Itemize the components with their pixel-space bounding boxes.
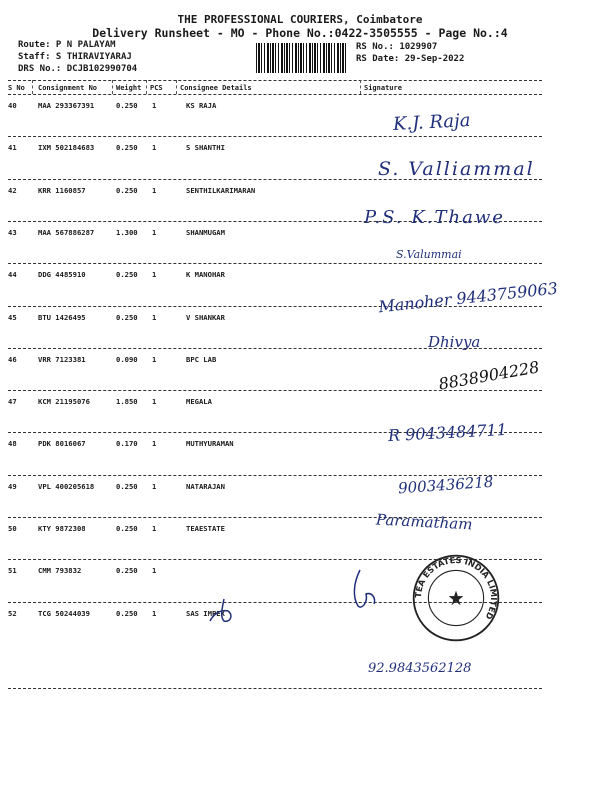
signature-row-43: S.Valummai bbox=[396, 248, 462, 261]
company-stamp bbox=[410, 552, 502, 644]
row-pcs: 1 bbox=[152, 227, 157, 237]
row-pcs: 1 bbox=[152, 608, 157, 618]
row-pcs: 1 bbox=[152, 312, 157, 322]
row-weight: 0.250 bbox=[116, 185, 138, 195]
header-divider-top bbox=[8, 80, 542, 81]
row-sno: 44 bbox=[8, 270, 17, 280]
row-consignment-no: VRR 7123381 bbox=[38, 354, 86, 364]
barcode-image bbox=[256, 43, 348, 73]
row-sno: 46 bbox=[8, 354, 17, 364]
row-pcs: 1 bbox=[152, 397, 157, 407]
row-divider bbox=[8, 136, 542, 137]
row-pcs: 1 bbox=[152, 101, 157, 110]
signature-row-49: Paramatham bbox=[375, 510, 473, 534]
row-consignee: MUTHYURAMAN bbox=[186, 439, 234, 449]
row-weight: 0.250 bbox=[116, 101, 138, 110]
route-label: Route: P N PALAYAM bbox=[18, 40, 116, 50]
row-consignee: K MANOHAR bbox=[186, 270, 225, 280]
row-weight: 0.250 bbox=[116, 270, 138, 280]
row-divider bbox=[8, 390, 542, 391]
col-header-weight: Weight bbox=[116, 84, 142, 92]
col-separator bbox=[112, 80, 113, 94]
signature-row-41: S. Valliammal bbox=[378, 158, 535, 180]
row-consignee: SHANMUGAM bbox=[186, 227, 225, 237]
row-sno: 42 bbox=[8, 185, 17, 195]
row-sno: 40 bbox=[8, 101, 17, 110]
row-consignee: SAS IMPEX bbox=[186, 608, 225, 618]
col-separator bbox=[146, 80, 147, 94]
row-consignee: TEAESTATE bbox=[186, 524, 225, 533]
row-weight: 0.250 bbox=[116, 312, 138, 322]
col-separator bbox=[176, 80, 177, 94]
col-header-consignment: Consignment No bbox=[38, 84, 98, 92]
row-sno: 52 bbox=[8, 608, 17, 618]
runsheet-subtitle: Delivery Runsheet - MO - Phone No.:0422-3505555 - Page No.:4 bbox=[92, 26, 508, 40]
scribble-signature-row-51 bbox=[204, 597, 240, 625]
stamp-text: TEA ESTATES INDIA LIMITED bbox=[412, 554, 500, 622]
signature-row-47: R 9043484711 bbox=[387, 419, 508, 446]
signature-row-52: 92.9843562128 bbox=[368, 661, 472, 676]
company-title: THE PROFESSIONAL COURIERS, Coimbatore bbox=[177, 13, 423, 26]
row-sno: 47 bbox=[8, 397, 17, 407]
signature-row-46: 8838904228 bbox=[437, 357, 541, 394]
row-consignment-no: PDK 8016067 bbox=[38, 439, 86, 449]
row-weight: 1.300 bbox=[116, 227, 138, 237]
row-sno: 45 bbox=[8, 312, 17, 322]
col-header-pcs: PCS bbox=[150, 84, 163, 92]
row-sno: 48 bbox=[8, 439, 17, 449]
row-pcs: 1 bbox=[152, 481, 157, 491]
row-sno: 51 bbox=[8, 566, 17, 576]
table-bottom-divider bbox=[8, 688, 542, 689]
row-weight: 0.170 bbox=[116, 439, 138, 449]
signature-row-45: Dhivya bbox=[428, 333, 481, 351]
row-consignee: SENTHILKARIMARAN bbox=[186, 185, 256, 195]
row-consignee: BPC LAB bbox=[186, 354, 217, 364]
svg-text:TEA ESTATES INDIA LIMITED bbox=[413, 555, 499, 621]
signature-row-48: 9003436218 bbox=[397, 472, 494, 498]
scribble-signature-row-50 bbox=[346, 566, 386, 616]
row-pcs: 1 bbox=[152, 524, 157, 533]
col-separator bbox=[360, 80, 361, 94]
row-pcs: 1 bbox=[152, 439, 157, 449]
row-weight: 0.250 bbox=[116, 524, 138, 533]
row-consignment-no: KCM 21195076 bbox=[38, 397, 90, 407]
row-consignment-no: KRR 1160857 bbox=[38, 185, 86, 195]
signature-row-44: Manoher 9443759063 bbox=[377, 278, 559, 317]
row-consignment-no: TCG 50244039 bbox=[38, 608, 90, 618]
row-consignment-no: MAA 293367391 bbox=[38, 101, 95, 110]
col-header-sno: S No bbox=[8, 84, 25, 92]
signature-row-40: K.J. Raja bbox=[392, 109, 471, 136]
row-weight: 0.250 bbox=[116, 481, 138, 491]
row-consignment-no: KTY 9872308 bbox=[38, 524, 86, 533]
row-pcs: 1 bbox=[152, 143, 157, 153]
row-pcs: 1 bbox=[152, 270, 157, 280]
row-consignee: NATARAJAN bbox=[186, 481, 225, 491]
row-pcs: 1 bbox=[152, 185, 157, 195]
row-consignment-no: IXM 502184683 bbox=[38, 143, 95, 153]
row-pcs: 1 bbox=[152, 354, 157, 364]
row-consignment-no: CMM 793832 bbox=[38, 566, 82, 576]
row-sno: 41 bbox=[8, 143, 17, 153]
row-weight: 0.250 bbox=[116, 143, 138, 153]
row-divider bbox=[8, 263, 542, 264]
rs-number: RS No.: 1029907 bbox=[356, 42, 438, 52]
signature-row-42: P.S. K.Thawe bbox=[364, 207, 505, 228]
row-sno: 50 bbox=[8, 524, 17, 533]
row-consignment-no: MAA 567886287 bbox=[38, 227, 95, 237]
rs-date: RS Date: 29-Sep-2022 bbox=[356, 54, 465, 64]
row-consignment-no: VPL 400205618 bbox=[38, 481, 95, 491]
row-consignee: V SHANKAR bbox=[186, 312, 225, 322]
row-consignment-no: BTU 1426495 bbox=[38, 312, 86, 322]
row-weight: 0.250 bbox=[116, 566, 138, 576]
drs-number: DRS No.: DCJB102990704 bbox=[18, 64, 138, 74]
row-weight: 0.090 bbox=[116, 354, 138, 364]
row-sno: 49 bbox=[8, 481, 17, 491]
row-pcs: 1 bbox=[152, 566, 157, 576]
staff-label: Staff: S THIRAVIYARAJ bbox=[18, 52, 132, 62]
col-header-signature: Signature bbox=[364, 84, 402, 92]
row-consignee: MEGALA bbox=[186, 397, 212, 407]
row-consignee: S SHANTHI bbox=[186, 143, 225, 153]
row-consignment-no: DDG 4485910 bbox=[38, 270, 86, 280]
row-sno: 43 bbox=[8, 227, 17, 237]
row-consignee: KS RAJA bbox=[186, 101, 217, 110]
col-separator bbox=[32, 80, 33, 94]
row-weight: 1.850 bbox=[116, 397, 138, 407]
row-weight: 0.250 bbox=[116, 608, 138, 618]
header-divider-bottom bbox=[8, 94, 542, 95]
col-header-consignee: Consignee Details bbox=[180, 84, 252, 92]
